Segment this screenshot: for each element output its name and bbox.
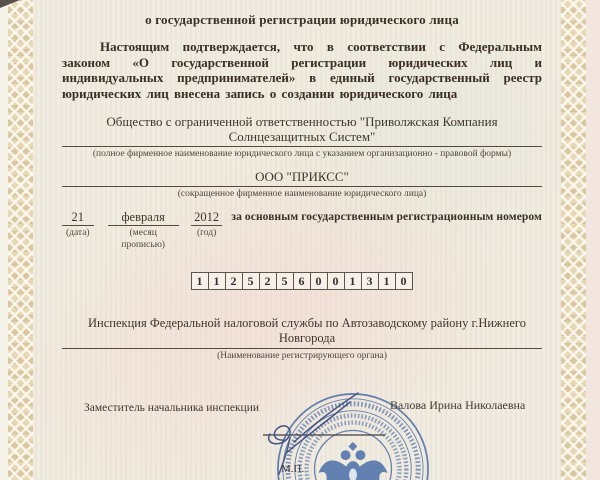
date-day-field [62, 210, 94, 239]
ogrn-label: за основным государственным регистрационным номером [231, 211, 542, 223]
date-year-caption: (год) [196, 228, 217, 238]
date-day-value: 21 [62, 210, 94, 226]
ogrn-digit: 0 [395, 272, 413, 290]
date-year-value: 2012 [191, 210, 223, 226]
ogrn-digit: 1 [378, 272, 396, 290]
ogrn-digit: 1 [208, 272, 226, 290]
full-name-block [62, 114, 542, 160]
short-name-block [62, 169, 542, 200]
ogrn-digit: 3 [361, 272, 379, 290]
ogrn-digit-boxes [62, 272, 542, 290]
authority-block [62, 316, 542, 362]
ogrn-digit: 0 [327, 272, 345, 290]
confirmation-paragraph: Настоящим подтверждается, что в соответствии с Федеральным законом «О государственной регистрации юридических лиц и индивидуальных предпринимателей» в единый государственный реестр юридических лиц внесена запись о создании юридического лица [62, 39, 542, 101]
date-day-caption: (дата) [65, 228, 90, 238]
ogrn-digit: 6 [293, 272, 311, 290]
full-company-name: Общество с ограниченной ответственностью "Приволжская Компания Солнцезащитных Систем" [106, 114, 498, 144]
date-month-caption: (месяц прописью) [121, 228, 165, 250]
full-name-underline [62, 146, 542, 147]
registration-date-row [62, 210, 542, 251]
ogrn-digit: 5 [276, 272, 294, 290]
ogrn-digit: 1 [344, 272, 362, 290]
ogrn-digit: 0 [310, 272, 328, 290]
signatory-name: Валова Ирина Николаевна [390, 398, 526, 412]
signatory-position: Заместитель начальника инспекции [84, 402, 259, 414]
authority-underline [62, 348, 542, 349]
short-name-underline [62, 186, 542, 187]
date-month-value: февраля [108, 210, 179, 226]
authority-caption: (Наименование регистрирующего органа) [217, 351, 387, 361]
date-year-field [191, 210, 223, 239]
ogrn-digit: 2 [225, 272, 243, 290]
short-name-caption: (сокращенное фирменное наименование юридического лица) [177, 189, 427, 199]
ogrn-digit: 1 [191, 272, 209, 290]
date-month-field [108, 210, 179, 251]
ogrn-digit: 5 [242, 272, 260, 290]
short-company-name: ООО "ПРИКСС" [255, 169, 349, 184]
registering-authority: Инспекция Федеральной налоговой службы по Автозаводскому району г.Нижнего Новгорода [88, 316, 526, 345]
certificate-subtitle: о государственной регистрации юридического лица [145, 12, 459, 27]
ogrn-digit: 2 [259, 272, 277, 290]
seal-mark: М.П. [281, 463, 305, 475]
full-name-caption: (полное фирменное наименование юридического лица с указанием организационно - правовой формы) [92, 149, 512, 159]
